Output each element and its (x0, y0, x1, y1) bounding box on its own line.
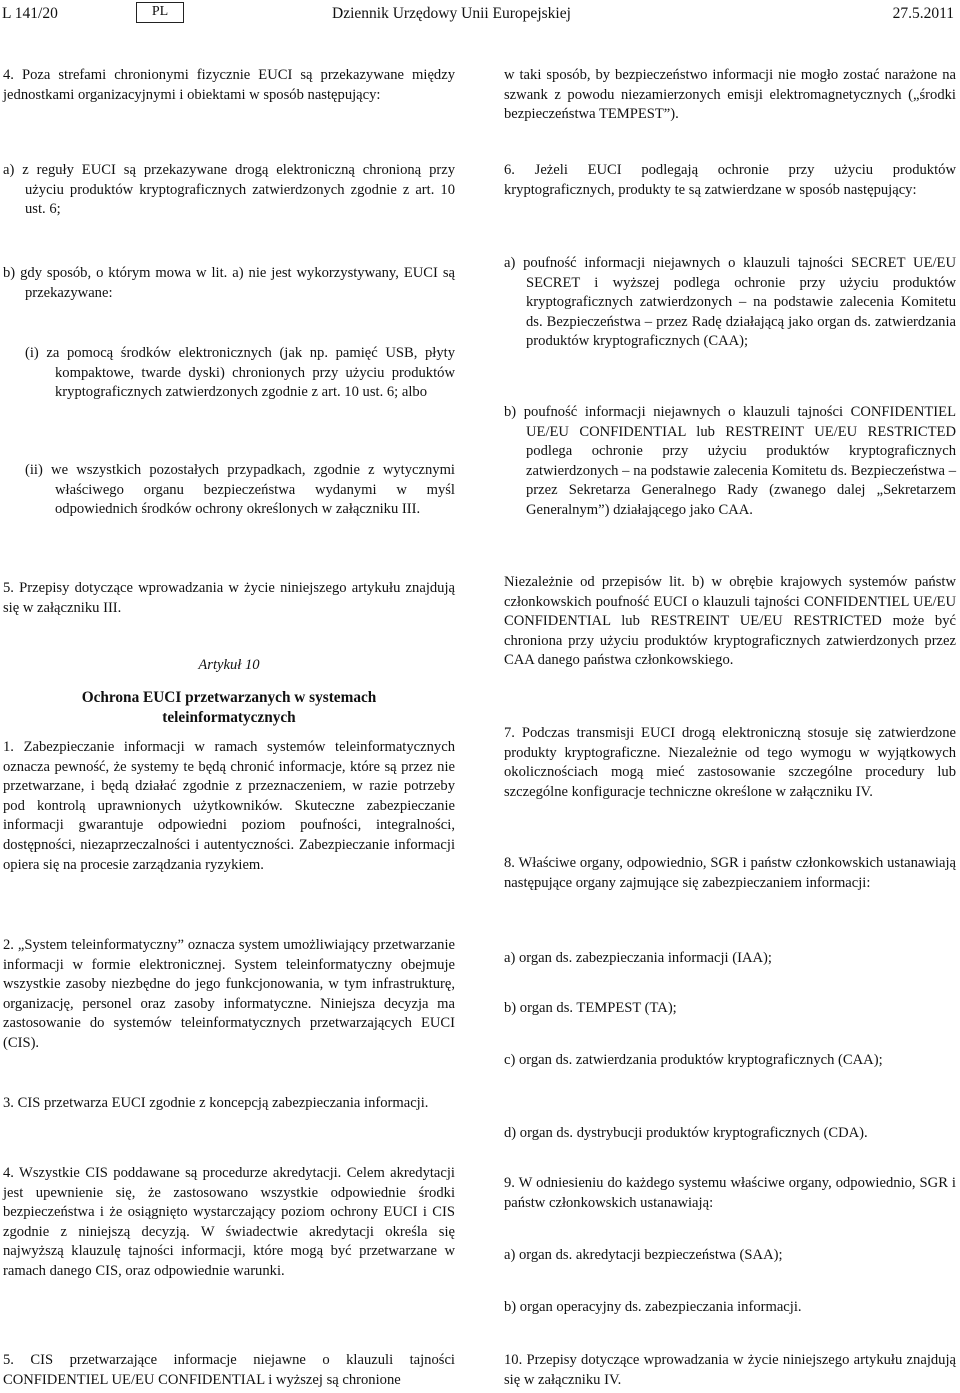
list-item-a-8: a) organ ds. zabezpieczania informacji (IAA); (504, 950, 772, 966)
sub-item-ii: (ii) we wszystkich pozostałych przypadkach, zgodnie z wytycznymi właściwego organu bezpieczeństwa wydanymi w myśl odpowiednich środków ochrony określonych w załączniku III. (25, 462, 455, 518)
paragraph-9: 9. W odniesieniu do każdego systemu właściwe organy, odpowiednio, SGR i państw członkowskich ustanawiają: (504, 1175, 956, 1211)
list-item-b-9: b) organ operacyjny ds. zabezpieczania informacji. (504, 1299, 802, 1315)
publication-date: 27.5.2011 (892, 5, 954, 22)
paragraph-1: 1. Zabezpieczanie informacji w ramach systemów teleinformatycznych oznacza pewność, że systemy te będą chronić informacje, które są przez nie przetwarzane, i będą działać zgodnie z przeznaczeniem, w razie potrzeby pod kontrolą uprawnionych użytkowników. Skuteczne zabezpieczanie informacji gwarantuje odpowiedni poziom poufności, integralności, dostępności, niezaprzeczalności i autentyczności. Zabezpieczanie informacji opiera się na procesie zarządzania ryzykiem. (3, 739, 455, 873)
paragraph-3: 3. CIS przetwarza EUCI zgodnie z koncepcją zabezpieczania informacji. (3, 1095, 429, 1111)
page-header (2, 2, 954, 28)
list-item-a: a) z reguły EUCI są przekazywane drogą elektroniczną chronioną przy użyciu produktów kryptograficznych zatwierdzonych zgodnie z art. 10 ust. 6; (3, 162, 455, 218)
page-number: L 141/20 (2, 5, 58, 22)
language-box: PL (136, 2, 184, 23)
sub-item-i: (i) za pomocą środków elektronicznych (jak np. pamięć USB, płyty kompaktowe, twarde dyski) chronionych przy użyciu produktów kryptograficznych zatwierdzonych zgodnie z art. 10 ust. 6; albo (25, 345, 455, 401)
paragraph-8: 8. Właściwe organy, odpowiednio, SGR i państw członkowskich ustanawiają następujące organy zajmujące się zabezpieczaniem informacji: (504, 855, 956, 891)
paragraph-4b: 4. Wszystkie CIS poddawane są procedurze akredytacji. Celem akredytacji jest upewnienie się, że zastosowano wszystkie odpowiednie środki bezpieczeństwa i że osiągnięto wystarczający poziom ochrony EUCI i CIS zgodnie z niniejszą decyzją. W świadectwie akredytacji określa się najwyższą klauzulę tajności informacji, które mogą być przetwarzane w ramach danego CIS, oraz odpowiednie warunki. (3, 1165, 455, 1279)
list-item-b-6: b) poufność informacji niejawnych o klauzuli tajności CONFIDENTIEL UE/EU CONFIDENTIAL lub RESTREINT UE/EU RESTRICTED podlega ochronie przy użyciu produktów kryptograficznych zatwierdzonych – na podstawie zalecenia Komitetu ds. Bezpieczeństwa – przez Sekretarza Generalnego Rady (zwanego dalej „Sekretarzem Generalnym”) działającego jako CAA. (504, 404, 956, 518)
list-item-b: b) gdy sposób, o którym mowa w lit. a) nie jest wykorzystywany, EUCI są przekazywane: (3, 265, 455, 301)
paragraph-2: 2. „System teleinformatyczny” oznacza system umożliwiający przetwarzanie informacji w formie elektronicznej. System teleinformatyczny obejmuje wszystkie zasoby niezbędne do jego funkcjonowania, w tym infrastrukturę, organizację, personel oraz zasoby informatyczne. Niniejsza decyzja ma zastosowanie do systemów teleinformatycznych przetwarzających EUCI (CIS). (3, 937, 455, 1051)
list-item-d-8: d) organ ds. dystrybucji produktów kryptograficznych (CDA). (504, 1125, 868, 1141)
list-item-a-6: a) poufność informacji niejawnych o klauzuli tajności SECRET UE/EU SECRET i wyższej podlega ochronie przy użyciu produktów kryptograficznych zatwierdzonych – na podstawie zalecenia Komitetu ds. Bezpieczeństwa – przez Radę działającą jako organ ds. zatwierdzania produktów kryptograficznych (CAA); (504, 255, 956, 350)
paragraph-6: 6. Jeżeli EUCI podlegają ochronie przy użyciu produktów kryptograficznych, produkty te są zatwierdzane w sposób następujący: (504, 162, 956, 198)
paragraph-notwithstanding: Niezależnie od przepisów lit. b) w obrębie krajowych systemów państw członkowskich poufność EUCI o klauzuli tajności CONFIDENTIEL UE/EU CONFIDENTIAL lub RESTREINT UE/EU RESTRICTED może być chroniona przy użyciu produktów kryptograficznych zatwierdzonych przez CAA danego państwa członkowskiego. (504, 574, 956, 669)
paragraph-continued: w taki sposób, by bezpieczeństwo informacji nie mogło zostać narażone na szwank z powodu niezamierzonych emisji elektromagnetycznych („środki bezpieczeństwa TEMPEST”). (504, 67, 956, 123)
article-heading: Artykuł 10 (198, 657, 260, 673)
paragraph-7: 7. Podczas transmisji EUCI drogą elektroniczną stosuje się zatwierdzone produkty kryptograficzne. Niezależnie od tego wymogu w wyjątkowych okolicznościach mogą mieć zastosowanie szczególne procedury lub szczególne konfiguracje techniczne określone w załączniku IV. (504, 725, 956, 800)
article-title: Ochrona EUCI przetwarzanych w systemach teleinformatycznych (81, 689, 377, 726)
journal-title: Dziennik Urzędowy Unii Europejskiej (332, 5, 571, 22)
paragraph-5: 5. Przepisy dotyczące wprowadzania w życie niniejszego artykułu znajdują się w załączniku III. (3, 580, 455, 616)
list-item-c-8: c) organ ds. zatwierdzania produktów kryptograficznych (CAA); (504, 1052, 883, 1068)
paragraph-4: 4. Poza strefami chronionymi fizycznie EUCI są przekazywane między jednostkami organizacyjnymi i obiektami w sposób następujący: (3, 67, 455, 103)
paragraph-5b: 5. CIS przetwarzające informacje niejawne o klauzuli tajności CONFIDENTIEL UE/EU CONFIDENTIAL i wyższej są chronione (3, 1352, 455, 1388)
paragraph-10: 10. Przepisy dotyczące wprowadzania w życie niniejszego artykułu znajdują się w załączniku IV. (504, 1352, 956, 1388)
list-item-a-9: a) organ ds. akredytacji bezpieczeństwa (SAA); (504, 1247, 783, 1263)
list-item-b-8: b) organ ds. TEMPEST (TA); (504, 1000, 677, 1016)
